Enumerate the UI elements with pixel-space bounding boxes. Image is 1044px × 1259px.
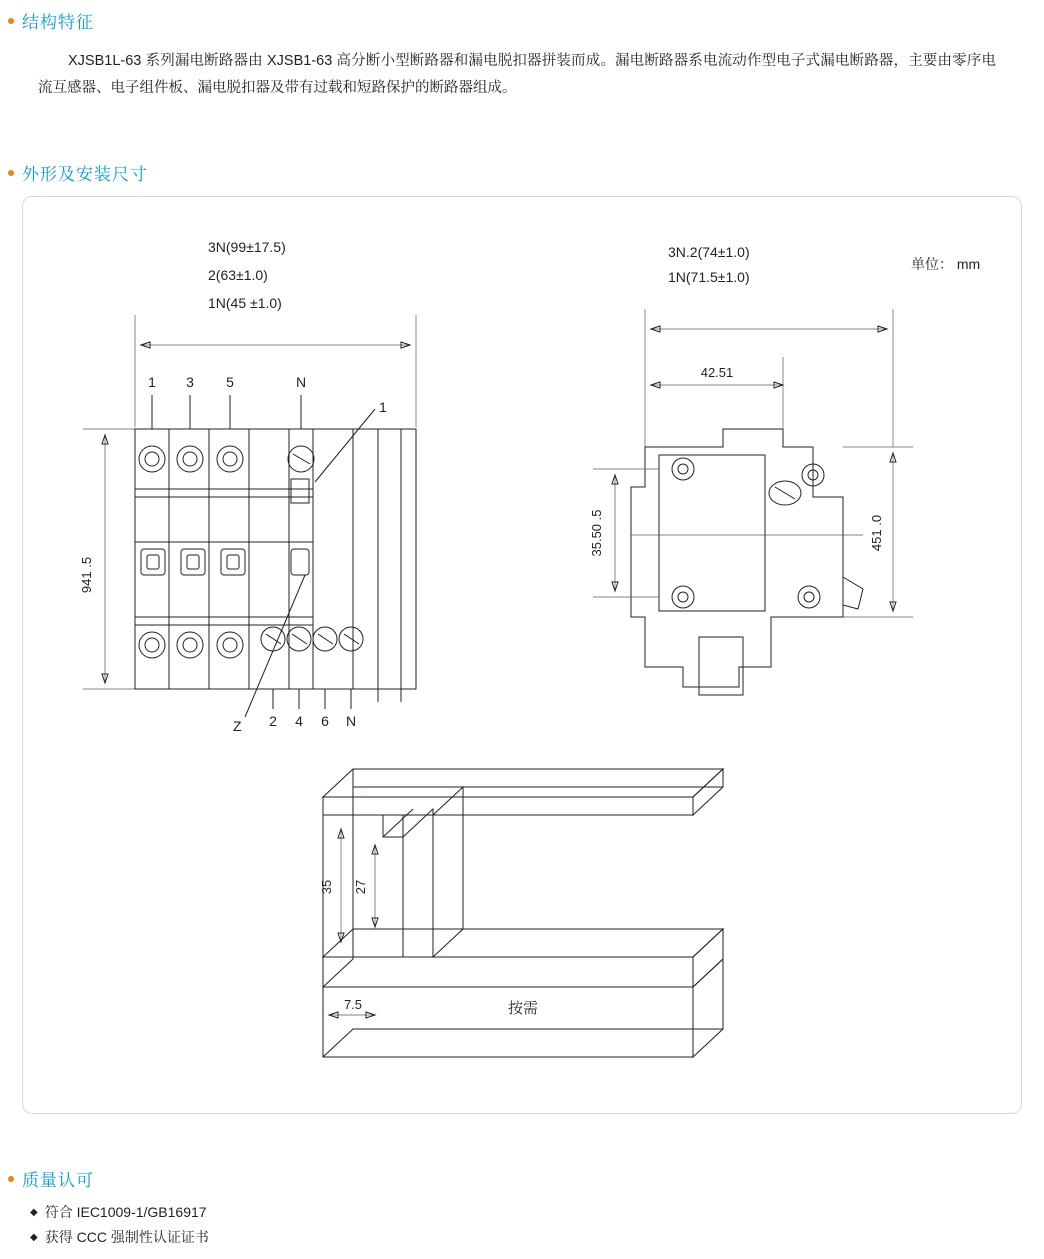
- diamond-bullet-icon: ◆: [30, 1207, 38, 1218]
- dimension-figure-panel: [22, 196, 1022, 1114]
- bottom-terminal-0: 2: [269, 713, 277, 729]
- bullet-icon: [8, 1176, 14, 1182]
- rail-dim-27: 27: [353, 879, 368, 895]
- list-item: [30, 1225, 530, 1250]
- bullet-icon: [8, 18, 14, 24]
- bottom-terminal-1: 4: [295, 713, 303, 729]
- top-terminal-2: 5: [226, 374, 234, 390]
- side-width-spec-0: 3N.2(74±1.0): [668, 244, 750, 260]
- side-width-spec-1: 1N(71.5±1.0): [668, 269, 750, 285]
- dimension-drawing: [23, 197, 1023, 1115]
- section-heading-dimensions: [8, 160, 148, 185]
- quality-list: [30, 1200, 530, 1250]
- rail-dim-75: 7.5: [343, 997, 363, 1012]
- unit-label: 单位： mm: [911, 256, 981, 272]
- side-top-dim: 42.51: [700, 365, 734, 380]
- section-heading-quality: [8, 1166, 94, 1191]
- front-height-dim: 941 .5: [79, 556, 94, 594]
- front-width-spec-2: 1N(45 ±1.0): [208, 295, 282, 311]
- rail-note: 按需: [507, 1000, 539, 1017]
- top-terminal-3: N: [295, 374, 307, 390]
- section-heading-structure: [8, 8, 94, 33]
- top-terminal-1: 3: [186, 374, 194, 390]
- section-title-quality: 质量认可: [22, 1171, 94, 1190]
- diamond-bullet-icon: ◆: [30, 1232, 38, 1243]
- bottom-terminal-3: N: [345, 713, 357, 729]
- quality-item-text: 符合 IEC1009-1/GB16917: [44, 1204, 207, 1220]
- top-terminal-0: 1: [148, 374, 156, 390]
- callout-1-label: 1: [379, 399, 387, 415]
- bullet-icon: [8, 170, 14, 176]
- side-left-dim: 35.50 .5: [589, 509, 604, 557]
- section-title-dimensions: 外形及安装尺寸: [22, 165, 148, 184]
- front-width-spec-0: 3N(99±17.5): [208, 239, 286, 255]
- side-right-dim: 451 .0: [869, 514, 884, 552]
- rail-dim-35: 35: [319, 879, 334, 895]
- bottom-terminal-2: 6: [321, 713, 329, 729]
- structure-paragraph: XJSB1L-63 系列漏电断路器由 XJSB1-63 高分断小型断路器和漏电脱扣器拼装而成。漏电断路器系电流动作型电子式漏电断路器，主要由零序电流互感器、电子组件板、漏电脱扣器及带有过载和短路保护的断路器组成。: [38, 53, 996, 96]
- section-title-structure: 结构特征: [22, 13, 94, 32]
- list-item: [30, 1200, 530, 1225]
- front-width-spec-1: 2(63±1.0): [208, 267, 268, 283]
- quality-item-text: 获得 CCC 强制性认证证书: [44, 1229, 209, 1245]
- callout-z-label: Z: [233, 718, 242, 734]
